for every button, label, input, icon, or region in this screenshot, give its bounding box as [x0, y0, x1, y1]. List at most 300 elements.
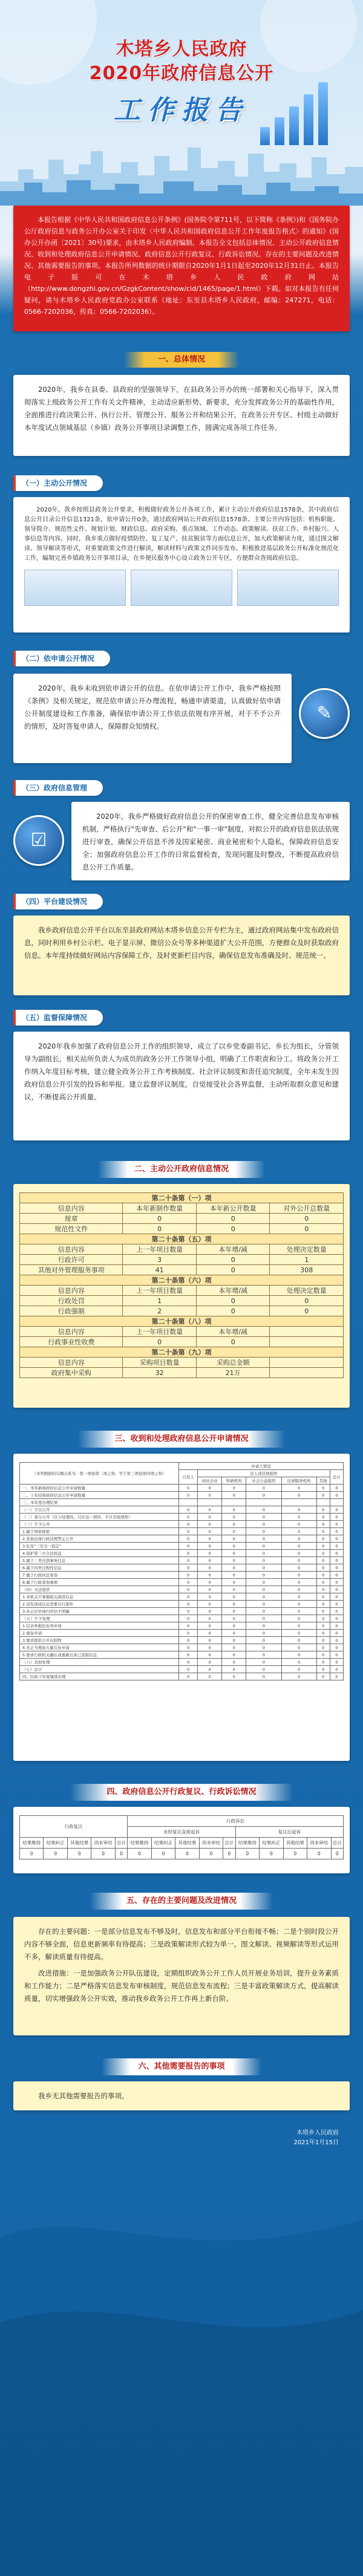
table-cell: 0	[246, 1543, 281, 1550]
table-cell: 0	[179, 1521, 198, 1528]
table-cell: 规章	[20, 1214, 123, 1224]
section-title-applications	[0, 1431, 363, 1449]
table-cell: 行政事业性收费	[20, 1337, 123, 1347]
table-cell: 0	[222, 1644, 246, 1651]
table-cell: 0	[330, 1630, 343, 1637]
table-cell: 0	[246, 1630, 281, 1637]
table-cell: 0	[281, 1622, 316, 1630]
table-col-header: 结果纠正	[44, 1838, 67, 1849]
table-row	[20, 1535, 344, 1543]
table-cell: 0	[283, 1849, 307, 1859]
table-cell: 0	[179, 1659, 198, 1666]
table-col-header: 采购总金额	[196, 1358, 270, 1368]
table-cell: 0	[222, 1608, 246, 1615]
table-row-label: 1.本机关不掌握相关政府信息	[20, 1593, 179, 1601]
table-cell: 0	[179, 1514, 198, 1521]
table-cell: 0	[330, 1666, 343, 1673]
table-col-header: 信息内容	[20, 1358, 123, 1368]
section-title-label: 二、主动公开政府信息情况	[98, 1161, 265, 1178]
table-cell: 0	[281, 1601, 316, 1608]
other-card: 我乡无其他需要报告的事项。	[13, 2081, 350, 2110]
section-title-label: 一、总体情况	[124, 352, 239, 368]
table-cell: 1	[270, 1255, 344, 1265]
table-row-label: 8.属于行政查询事项	[20, 1579, 179, 1586]
table-row-label: 4.保护第三方合法权益	[20, 1550, 179, 1557]
table-col-header: 尚未审结	[91, 1838, 115, 1849]
table-cell: 0	[222, 1666, 246, 1673]
section-title-review	[0, 1784, 363, 1802]
table-col-header: 其他结果	[175, 1838, 199, 1849]
table-cell: 0	[246, 1550, 281, 1557]
table-cell: 0	[316, 1608, 330, 1615]
table-cell: 0	[198, 1485, 222, 1492]
table-cell: 0	[222, 1543, 246, 1550]
table-row	[20, 1579, 344, 1586]
table-cell: 0	[330, 1543, 343, 1550]
section-title-problems	[0, 1893, 363, 1911]
table-cell: 0	[222, 1492, 246, 1499]
subheading-application: （二）依申请公开情况	[13, 651, 110, 666]
review-table	[19, 1815, 344, 1859]
title-year: 2020年政府信息公开	[89, 63, 274, 84]
table-row	[20, 1550, 344, 1557]
table-cell: 0	[281, 1637, 316, 1644]
table-row	[20, 1521, 344, 1528]
table-cell: 0	[196, 1214, 270, 1224]
table-cell: 0	[196, 1265, 270, 1275]
report-footer	[293, 2129, 339, 2148]
table-cell: 0	[246, 1485, 281, 1492]
table-cell: 0	[316, 1535, 330, 1543]
table-cell: 0	[246, 1579, 281, 1586]
table-cell: 0	[281, 1521, 316, 1528]
table-col-header: 总计	[223, 1838, 235, 1849]
table-cell: 0	[179, 1492, 198, 1499]
table-cell: 0	[179, 1666, 198, 1673]
table-cell: 0	[196, 1296, 270, 1306]
table-cell: 0	[20, 1849, 44, 1859]
table-cell: 0	[330, 1644, 343, 1651]
table-cell: 0	[316, 1564, 330, 1572]
table-cell: 0	[179, 1564, 198, 1572]
table-cell: 0	[198, 1651, 222, 1659]
table-cell: 0	[330, 1564, 343, 1572]
table-row-label: 四、结转下年度继续办理	[20, 1673, 179, 1680]
table-cell: 0	[260, 1849, 283, 1859]
table-row-label: 6.属于四类过程性信息	[20, 1564, 179, 1572]
document-icon: ✎	[299, 688, 350, 739]
table-cell: 0	[179, 1535, 198, 1543]
table-cell: 0	[270, 1296, 344, 1306]
table-col-header	[270, 1358, 344, 1368]
intro-paragraph: 本报告根据《中华人民共和国政府信息公开条例》(国务院令第711号，以下简称《条例》)和《国务院办公厅政府信息与政务公开办公室关于印发〈中华人民共和国政府信息公开工作年度报告格式〉的通知》(国办公开办函〔2021〕30号)要求，由木塔乡人民政府编制。本报告全文包括总体情况、主动公开政府信息情况、收到和处理政府信息公开申请情况、政府信息公开行政复议、行政诉讼情况、存在的主要问题及改进情况、其他需要报告的事项。本报告所列数据的统计期限自2020年1月1日起至2020年12月31日止。本报告电子版可在木塔乡人民政府网站（http://www.dongzhi.gov.cn/GzgkContent/show/cid/1465/page/1.html）下载。如对本报告有任何疑问，请与木塔乡人民政府党政办公室联系（地址：东至县木塔乡人民政府，邮编：247271，电话：0566-7202036，传真：0566-7202036）。	[13, 206, 350, 331]
table-col-header: 社会公益组织	[246, 1477, 281, 1485]
info-management-card: 2020年，我乡严格做好政府信息公开的保密审查工作，健全完善信息发布审核机制，严格执行"先审查、后公开"和"一事一审"制度，对拟公开的政府信息依法依规进行审查，确保公开信息不涉及国家秘密、商业秘密和个人隐私，保障政府信息安全；加强政府信息公开工作的日常监督检查，发现问题及时整改，不断提高政府信息公开工作质量。	[71, 802, 350, 880]
table-cell: 0	[198, 1622, 222, 1630]
table-cell: 0	[222, 1572, 246, 1579]
table-cell: 0	[270, 1224, 344, 1234]
table-cell: 0	[270, 1306, 344, 1316]
table-cell: 0	[223, 1849, 235, 1859]
table-group-header: 第二十条第（八）项	[20, 1316, 344, 1327]
table-cell: 0	[246, 1673, 281, 1680]
table-cell: 0	[196, 1224, 270, 1234]
table-cell: 0	[281, 1506, 316, 1514]
table-cell: 0	[330, 1615, 343, 1622]
table-cell: 0	[270, 1214, 344, 1224]
table-cell: 0	[198, 1615, 222, 1622]
table-cell: 0	[198, 1543, 222, 1550]
table-cell: 0	[330, 1593, 343, 1601]
table-row-label: 4.无正当理由大量反复申请	[20, 1644, 179, 1651]
table-cell: 0	[179, 1673, 198, 1680]
table-cell: 0	[316, 1528, 330, 1535]
table-row-label: 2.重复申请	[20, 1630, 179, 1637]
table-col-header: 信息内容	[20, 1327, 123, 1337]
table-cell: 0	[198, 1535, 222, 1543]
screenshot-thumbnail	[237, 570, 339, 606]
table-col-header: 结果纠正	[151, 1838, 175, 1849]
table-cell: 0	[179, 1630, 198, 1637]
overview-card: 2020年，我乡在县委、县政府的坚强领导下，在县政务公开办的统一部署和关心指导下，深入贯彻落实上级政务公开工作有关文件精神，主动适应新形势、新要求，充分发挥政务公开的基础性作用，全面推进行政决策公开、执行公开、管理公开、服务公开和结果公开，在政务公开专区、村级主动做好本年度试点领域基层（乡镇）政务公开事项目录调整工作，圆满完成各项工作任务。	[13, 375, 350, 456]
table-cell: 0	[281, 1535, 316, 1543]
active-disclosure-card	[13, 497, 350, 633]
table-cell: 0	[222, 1673, 246, 1680]
table-cell: 0	[316, 1622, 330, 1630]
table-cell: 0	[316, 1579, 330, 1586]
table-cell: 0	[281, 1528, 316, 1535]
table-cell: 0	[246, 1535, 281, 1543]
table-row-label: 三、本年度办理结果	[20, 1499, 179, 1506]
table-cell: 0	[222, 1586, 246, 1593]
table-col-header: 科研机构	[222, 1477, 246, 1485]
table-col-header: 尚未审结	[307, 1838, 331, 1849]
table-cell: 0	[198, 1630, 222, 1637]
title-org: 木塔乡人民政府	[116, 39, 247, 60]
growth-bars-icon	[260, 79, 339, 145]
table-cell: 0	[179, 1608, 198, 1615]
table-cell: 0	[246, 1593, 281, 1601]
table-cell: 0	[316, 1521, 330, 1528]
table-cell: 0	[198, 1492, 222, 1499]
table-cell: 0	[91, 1849, 115, 1859]
table-cell: 0	[222, 1550, 246, 1557]
table-cell: 0	[179, 1601, 198, 1608]
table-cell: 0	[330, 1637, 343, 1644]
table-cell: 0	[246, 1521, 281, 1528]
improvements-text: 改进措施：一是加强政务公开队伍建设，定期组织政务公开工作人员开展业务培训，提升业务素质和工作能力；二是严格落实信息发布审核制度，规范信息发布流程；三是丰富政策解读方式，提高解读质量，切实增强政务公开实效，推动我乡政务公开工作再上新台阶。	[24, 1969, 339, 2003]
table-cell: 其他对外管理服务事项	[20, 1265, 123, 1275]
table-row-label: 3.要求提供公开出版物	[20, 1637, 179, 1644]
table-cell: 0	[281, 1572, 316, 1579]
screenshot-thumbnail	[24, 570, 126, 606]
section-title-label: 三、收到和处理政府信息公开申请情况	[78, 1431, 284, 1448]
table-col-header: 处理决定数量	[270, 1286, 344, 1296]
title-report: 工作报告	[114, 95, 249, 126]
subheading-supervision: （五）监督保障情况	[13, 1010, 103, 1026]
platform-card: 我乡政府信息公开平台以东至县政府网站木塔乡信息公开专栏为主，通过政府网站集中发布政府信息，同时利用乡村公示栏、电子显示屏、微信公众号等多种渠道扩大公开范围，方便群众及时获取政府信息。本年度持续做好网站内容保障工作，及时更新栏目内容，确保信息发布准确及时、规范统一。	[13, 916, 350, 995]
table-row	[20, 1485, 344, 1492]
table-cell: 0	[198, 1586, 222, 1593]
table-cell: 0	[330, 1521, 343, 1528]
table-cell: 0	[307, 1849, 331, 1859]
table-cell: 0	[246, 1586, 281, 1593]
table-cell: 0	[198, 1514, 222, 1521]
section-title-other	[0, 2058, 363, 2077]
table-cell: 0	[330, 1535, 343, 1543]
table-cell: 0	[281, 1514, 316, 1521]
table-cell: 0	[246, 1528, 281, 1535]
table-cell: 0	[330, 1622, 343, 1630]
table-group-header: 未经复议直接起诉	[128, 1827, 235, 1838]
table-row-label: （四）无法提供	[20, 1586, 179, 1593]
table-row	[20, 1615, 344, 1622]
table-cell: 0	[246, 1564, 281, 1572]
table-cell: 0	[246, 1644, 281, 1651]
section-title-active	[0, 1161, 363, 1179]
table-row-label: 1.信访举报投诉类申请	[20, 1622, 179, 1630]
table-cell: 0	[281, 1492, 316, 1499]
table-head-left: （本列数据的勾稽关系为：第一项加第二项之和，等于第三项加第四项之和）	[20, 1463, 179, 1485]
section-title-label: 六、其他需要报告的事项	[102, 2058, 261, 2075]
table-cell: 0	[198, 1506, 222, 1514]
footer-date: 2021年1月15日	[293, 2139, 339, 2146]
section-title-label: 五、存在的主要问题及改进情况	[90, 1893, 273, 1910]
applications-table-wrap	[13, 1454, 350, 1761]
table-col-header: 本年新制作数量	[123, 1203, 197, 1214]
table-row	[20, 1492, 344, 1499]
table-row	[20, 1586, 344, 1593]
table-row	[20, 1593, 344, 1601]
active-disclosure-text: 2020年，我乡按照县政务公开要求，积极做好政务公开各项工作，累计主动公开政府信息1578条，其中政府信息公开目录公开信息1321条，依申请公开0条，通过政府网站公开政府信息1578条。主要公开内容包括：机构职能、领导简介、规范性文件、规划计划、财政信息、政府采购、重点领域、工作动态、政策解读、扶贫工作、乡村振兴、人事信息等内容。同时，我乡重点做好疫情防控、复工复产、扶贫脱贫等方面信息公开，加大政策解读力度，通过图文解读、领导解读等形式，对重要政策文件进行解读，解读材料与政策文件同步发布。积极推进基层政务公开标准化规范化工作，编制完善乡镇政务公开事项目录，在乡便民服务中心设立政务公开专区，方便群众查阅政府信息。	[24, 507, 339, 562]
table-cell: 0	[316, 1506, 330, 1514]
table-cell: 0	[246, 1608, 281, 1615]
table-row	[20, 1514, 344, 1521]
table-cell: 0	[316, 1673, 330, 1680]
table-col-header: 上一年项目数量	[123, 1286, 197, 1296]
table-cell: 0	[281, 1593, 316, 1601]
table-cell: 0	[316, 1557, 330, 1564]
table-cell: 0	[179, 1615, 198, 1622]
table-row-label: 一、本年新收政府信息公开申请数量	[20, 1485, 179, 1492]
table-cell: 0	[330, 1608, 343, 1615]
table-row-label: 3.补正后申请内容仍不明确	[20, 1608, 179, 1615]
table-cell: 0	[281, 1651, 316, 1659]
table-cell: 0	[179, 1622, 198, 1630]
table-cell: 1	[123, 1296, 197, 1306]
table-col-header-row	[20, 1838, 344, 1849]
table-col-header: 上一年项目数量	[123, 1327, 197, 1337]
table-cell: 0	[222, 1506, 246, 1514]
table-col-header: 总计	[330, 1470, 343, 1485]
table-cell: 0	[222, 1514, 246, 1521]
table-cell: 0	[316, 1630, 330, 1637]
table-cell: 0	[179, 1586, 198, 1593]
table-cell: 0	[246, 1557, 281, 1564]
table-row-label: 二、上年结转政府信息公开申请数量	[20, 1492, 179, 1499]
table-cell: 0	[179, 1637, 198, 1644]
table-col-header: 处理决定数量	[270, 1244, 344, 1255]
application-card: 2020年，我乡未收到依申请公开的信息。在依申请公开工作中，我乡严格按照《条例》及相关规定，规范依申请公开办理流程，畅通申请渠道，认真做好依申请公开制度建设和工作准备，确保依申请公开工作依法依规有序开展，对于不予公开的情形，及时答复申请人，保障群众知情权。	[13, 674, 292, 763]
table-cell: 0	[222, 1521, 246, 1528]
table-cell: 0	[123, 1214, 197, 1224]
applications-table	[19, 1462, 344, 1680]
table-col-header: 本年增/减	[196, 1244, 270, 1255]
table-cell: 0	[246, 1492, 281, 1499]
table-col-header: 结果纠正	[260, 1838, 283, 1849]
table-col-header: 法律服务机构	[281, 1477, 316, 1485]
table-cell: 0	[222, 1659, 246, 1666]
table-cell	[179, 1499, 198, 1506]
table-row-label: 3.危及"三安全一稳定"	[20, 1543, 179, 1550]
table-cell: 0	[330, 1659, 343, 1666]
table-col-header: 结果维持	[235, 1838, 259, 1849]
table-cell: 0	[330, 1492, 343, 1499]
table-cell: 0	[246, 1622, 281, 1630]
table-cell: 0	[222, 1637, 246, 1644]
skyline-illustration	[0, 139, 363, 206]
table-row-label: （一）予以公开	[20, 1506, 179, 1514]
table-cell: 0	[316, 1644, 330, 1651]
table-cell: 3	[123, 1255, 197, 1265]
table-cell: 0	[246, 1637, 281, 1644]
table-cell: 0	[281, 1543, 316, 1550]
table-cell: 0	[198, 1601, 222, 1608]
table-cell: 0	[123, 1337, 197, 1347]
active-info-table	[19, 1192, 344, 1378]
table-cell: 0	[179, 1543, 198, 1550]
table-row	[20, 1673, 344, 1680]
table-cell: 21万	[196, 1368, 270, 1378]
table-group-header: 第二十条第（六）项	[20, 1275, 344, 1286]
table-row	[20, 1528, 344, 1535]
table-cell	[330, 1499, 343, 1506]
table-group-header: 第二十条第（五）项	[20, 1234, 344, 1244]
table-col-header: 法人或其他组织	[198, 1470, 330, 1477]
table-cell: 0	[198, 1608, 222, 1615]
table-row-label: （六）其他处理	[20, 1659, 179, 1666]
table-col-header: 总计	[115, 1838, 127, 1849]
table-cell: 0	[330, 1572, 343, 1579]
table-cell: 0	[198, 1637, 222, 1644]
table-group-header: 行政复议	[20, 1816, 128, 1838]
table-row-label: 2.其他法律行政法规禁止公开	[20, 1535, 179, 1543]
table-cell: 0	[222, 1651, 246, 1659]
table-row	[20, 1506, 344, 1514]
table-cell: 0	[281, 1485, 316, 1492]
table-row	[20, 1572, 344, 1579]
table-cell: 0	[316, 1550, 330, 1557]
table-row	[20, 1659, 344, 1666]
table-row	[20, 1651, 344, 1659]
table-col-header: 商业企业	[198, 1477, 222, 1485]
table-cell: 0	[246, 1572, 281, 1579]
table-col-header: 上一年项目数量	[123, 1244, 197, 1255]
table-col-header: 其他	[316, 1477, 330, 1485]
problems-card	[13, 1917, 350, 2035]
table-col-header: 尚未审结	[199, 1838, 223, 1849]
table-cell: 0	[246, 1615, 281, 1622]
table-cell: 规范性文件	[20, 1224, 123, 1234]
subheading-platform: （四）平台建设情况	[13, 894, 103, 909]
table-cell: 0	[330, 1651, 343, 1659]
active-info-table-wrap	[13, 1184, 350, 1408]
table-col-header: 总计	[331, 1838, 343, 1849]
table-row-label: 5.要求行政机关确认或重新出具已获取信息	[20, 1651, 179, 1659]
table-cell: 0	[175, 1849, 199, 1859]
table-group-header: 申请人情况	[179, 1463, 344, 1470]
table-cell: 0	[246, 1651, 281, 1659]
active-disclosure-images	[24, 570, 339, 606]
table-cell: 0	[198, 1572, 222, 1579]
table-cell: 2	[123, 1306, 197, 1316]
problems-text: 存在的主要问题：一是部分信息发布不够及时，信息发布和部分平台衔接不畅；二是个别时段公开内容不够全面，信息更新频率有待提高；三是政策解读形式较为单一，图文解读、视频解读等形式运用不多，解读质量有待提高。	[24, 1927, 339, 1961]
table-cell: 0	[316, 1492, 330, 1499]
supervision-card: 2020年我乡加强了政府信息公开工作的组织领导，成立了以乡党委副书记、乡长为组长，分管领导为副组长，相关站所负责人为成员的政务公开工作领导小组，明确了工作职责和分工。将政务公开工作纳入年度目标考核，建立健全政务公开工作考核制度、社会评议制度和责任追究制度，全年未发生因政府信息公开引发的投诉和举报。建立监督评议制度，自觉接受社会各界监督，主动听取群众意见和建议，不断提高公开质量。	[13, 1032, 350, 1140]
table-cell: 0	[179, 1485, 198, 1492]
table-cell: 0	[330, 1485, 343, 1492]
table-cell: 0	[198, 1550, 222, 1557]
table-row-label: （二）部分公开（区分处理的，只计这一情形，不计其他情形）	[20, 1514, 179, 1521]
table-cell: 0	[179, 1550, 198, 1557]
table-cell: 0	[316, 1666, 330, 1673]
table-cell: 0	[330, 1550, 343, 1557]
table-cell: 0	[330, 1579, 343, 1586]
table-cell: 0	[179, 1557, 198, 1564]
table-row-label: 2.没有现成信息需要另行制作	[20, 1601, 179, 1608]
table-cell: 0	[316, 1586, 330, 1593]
table-row	[20, 1557, 344, 1564]
table-col-header: 结果维持	[20, 1838, 44, 1849]
table-cell: 0	[179, 1528, 198, 1535]
table-row	[20, 1630, 344, 1637]
table-cell	[246, 1499, 281, 1506]
table-cell: 0	[246, 1666, 281, 1673]
table-cell: 0	[316, 1615, 330, 1622]
table-cell: 0	[198, 1659, 222, 1666]
table-col-header: 信息内容	[20, 1286, 123, 1296]
shield-icon: ☑	[13, 815, 64, 866]
table-row	[20, 1644, 344, 1651]
section-title-overview	[0, 352, 363, 370]
table-cell: 0	[128, 1849, 151, 1859]
table-row	[20, 1608, 344, 1615]
table-row-label: 7.属于行政执法案卷	[20, 1572, 179, 1579]
table-cell: 0	[281, 1557, 316, 1564]
table-row	[20, 1637, 344, 1644]
table-group-header: 复议后起诉	[235, 1827, 343, 1838]
table-col-header: 本年新公开数量	[196, 1203, 270, 1214]
table-cell: 0	[198, 1593, 222, 1601]
table-cell: 32	[123, 1368, 197, 1378]
table-cell: 0	[281, 1550, 316, 1557]
table-cell: 0	[196, 1306, 270, 1316]
table-cell: 0	[222, 1528, 246, 1535]
table-cell: 0	[199, 1849, 223, 1859]
table-row	[20, 1666, 344, 1673]
table-cell: 0	[316, 1572, 330, 1579]
table-cell: 0	[198, 1666, 222, 1673]
table-cell: 0	[196, 1255, 270, 1265]
table-cell: 0	[316, 1601, 330, 1608]
table-cell: 0	[179, 1593, 198, 1601]
table-cell: 0	[115, 1849, 127, 1859]
table-cell: 0	[246, 1601, 281, 1608]
table-cell: 0	[198, 1521, 222, 1528]
table-cell: 0	[331, 1849, 343, 1859]
table-cell: 0	[151, 1849, 175, 1859]
table-cell: 0	[44, 1849, 67, 1859]
